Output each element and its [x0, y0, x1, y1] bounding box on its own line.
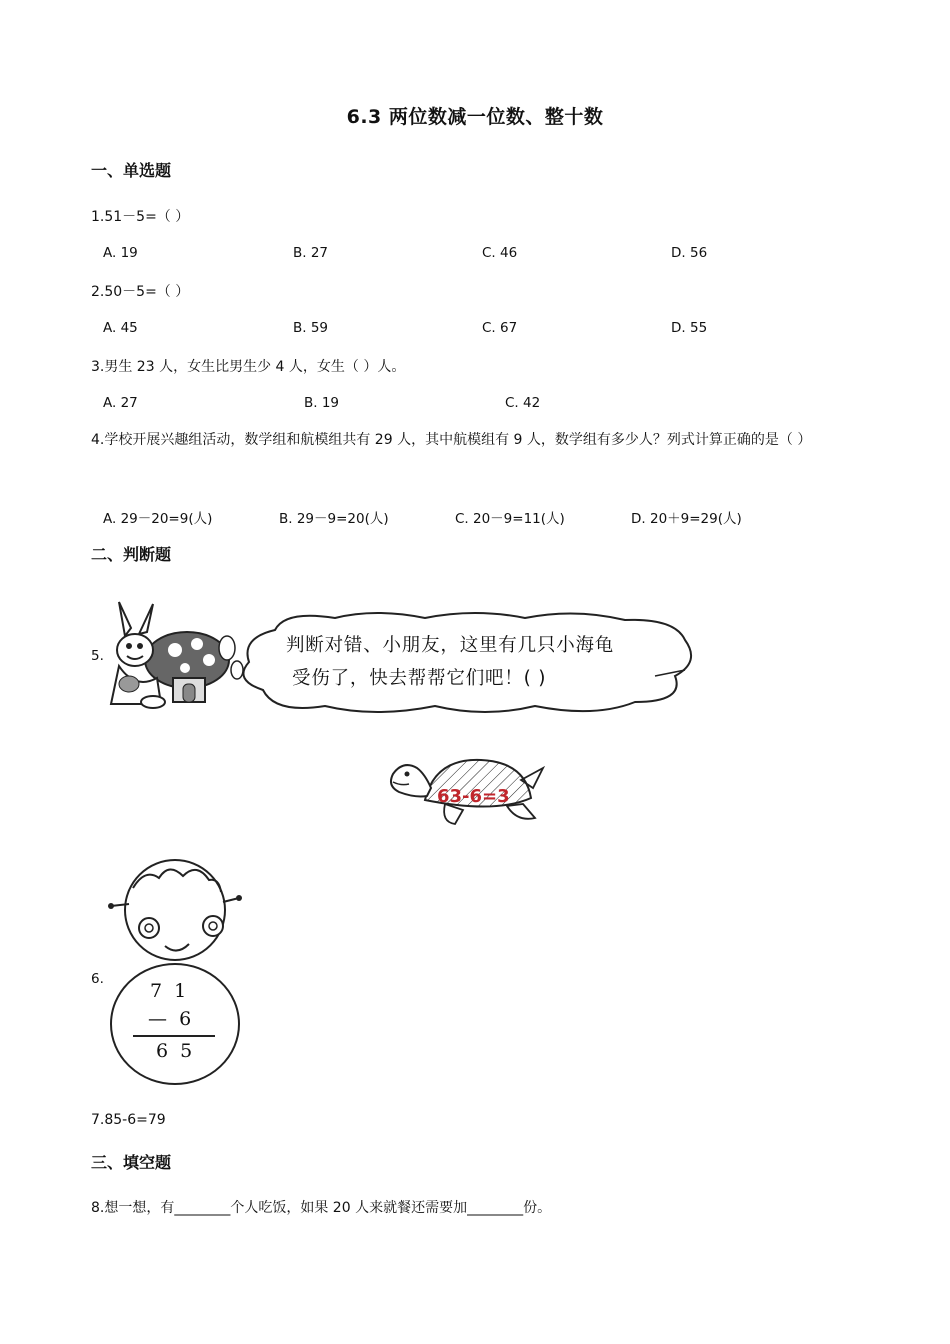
question-3-option-c[interactable]: C. 42: [505, 395, 541, 411]
question-2-option-c[interactable]: C. 67: [482, 320, 518, 336]
speech-bubble-line-2: 受伤了，快去帮帮它们吧！( ): [292, 668, 547, 689]
question-4: 4.学校开展兴趣组活动，数学组和航模组共有 29 人，其中航模组有 9 人，数学组有多少人？列式计算正确的是（ ）: [91, 432, 812, 448]
turtle-illustration: [385, 752, 550, 832]
question-3: 3.男生 23 人，女生比男生少 4 人，女生（ ）人。: [91, 359, 406, 375]
question-3-option-b[interactable]: B. 19: [304, 395, 340, 411]
turtle-equation: 63-6=3: [437, 786, 510, 807]
question-2-option-d[interactable]: D. 55: [671, 320, 708, 336]
question-1-option-d[interactable]: D. 56: [671, 245, 708, 261]
question-5-number: 5.: [91, 648, 104, 664]
question-6-number: 6.: [91, 971, 104, 987]
question-1-option-a[interactable]: A. 19: [103, 245, 138, 261]
section-heading-fill-blank: 三、填空题: [91, 1153, 172, 1172]
question-4-option-d[interactable]: D. 20＋9=29(人): [631, 511, 742, 527]
speech-bubble-line-1: 判断对错、小朋友，这里有几只小海龟: [286, 635, 615, 656]
question-2-option-b[interactable]: B. 59: [293, 320, 329, 336]
subtraction-minuend: 7 1: [150, 980, 187, 1002]
subtraction-result: 6 5: [156, 1040, 193, 1062]
page-title: 6.3 两位数减一位数、整十数: [346, 106, 604, 128]
question-1-option-c[interactable]: C. 46: [482, 245, 518, 261]
question-2: 2.50－5=（ ）: [91, 284, 190, 300]
question-8: 8.想一想，有________个人吃饭，如果 20 人来就餐还需要加________份。: [91, 1200, 552, 1216]
question-7: 7.85-6=79: [91, 1112, 166, 1128]
question-4-option-c[interactable]: C. 20－9=11(人): [455, 511, 565, 527]
question-1-option-b[interactable]: B. 27: [293, 245, 329, 261]
subtraction-subtrahend: — 6: [148, 1008, 192, 1030]
question-2-option-a[interactable]: A. 45: [103, 320, 138, 336]
question-4-option-b[interactable]: B. 29－9=20(人): [279, 511, 389, 527]
section-heading-single-choice: 一、单选题: [91, 161, 172, 180]
question-3-option-a[interactable]: A. 27: [103, 395, 138, 411]
question-1: 1.51－5=（ ）: [91, 209, 190, 225]
section-heading-true-false: 二、判断题: [91, 545, 172, 564]
question-4-option-a[interactable]: A. 29－20=9(人): [103, 511, 213, 527]
